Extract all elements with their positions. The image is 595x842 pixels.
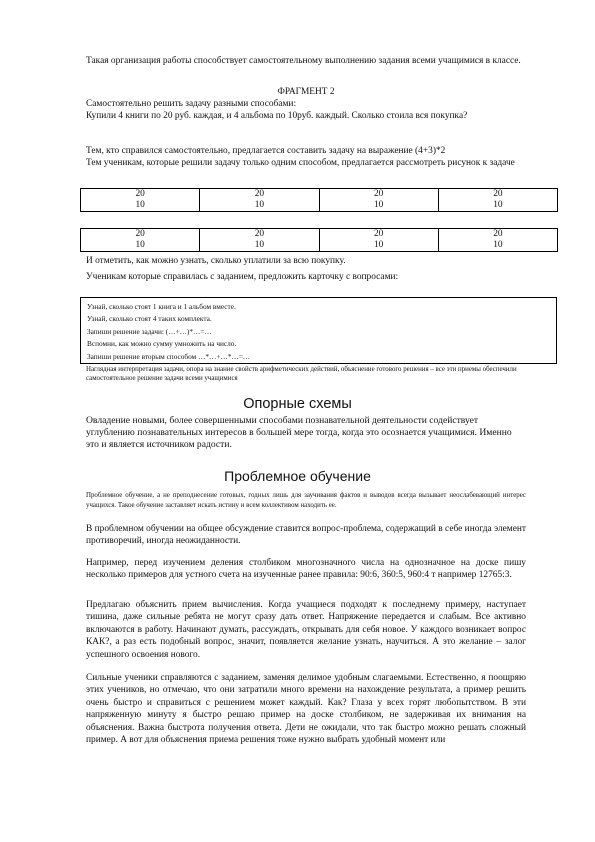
table-cell: 20 10 bbox=[200, 189, 319, 212]
paragraph-4: Сильные ученики справляются с заданием, заменяя делимое удобным слагаемыми. Естественно, я поощряю этих учеников, но отмечаю, что они затратили много времени на нахождение результата, а пример решить очень быстро и справиться с решением может каждый. Как? Глаза у всех горят любопытством. В эти напряженную минуту я быстро решаю пример на доске столбиком, не задерживая их внимания на объяснения. Важна быстрота получения ответа. Дети не ожидали, что так быстро можно решать сложный пример. А вот для объяснения приема решения тоже нужно выбрать удобный момент или bbox=[86, 673, 526, 746]
card-line: Запиши решение вторым способом …*…+…*…=… bbox=[87, 351, 251, 361]
card-intro: Ученикам которые справилась с заданием, предложить карточку с вопросами: bbox=[86, 272, 399, 282]
paragraph-2: Например, перед изучением деления столбиком многозначного числа на однозначное на доске пишу несколько примеров для устного счета на изученные ранее правила: 90:6, 360:5, 960:4 т например 12765:3. bbox=[86, 558, 526, 581]
heading-support-schemes: Опорные схемы bbox=[243, 396, 352, 412]
task-instruction: Самостоятельно решить задачу разными способами: bbox=[86, 99, 297, 109]
card-line: Узнай, сколько стоят 4 таких комплекта. bbox=[87, 314, 212, 324]
task-text: Купили 4 книги по 20 руб. каждая, и 4 альбома по 10руб. каждый. Сколько стоила вся покупка? bbox=[86, 111, 468, 121]
picture-table-2 bbox=[80, 228, 558, 252]
table-cell: 20 10 bbox=[319, 229, 438, 252]
paragraph-1: В проблемном обучении на общее обсуждение ставится вопрос-проблема, содержащий в себе иногда элемент противоречий, иногда неожиданности. bbox=[86, 524, 526, 547]
expression-task: Тем, кто справился самостоятельно, предлагается составить задачу на выражение (4+3)*2 bbox=[86, 146, 446, 156]
card-line: Вспомни, как можно сумму умножить на число. bbox=[87, 339, 237, 349]
card-line: Узнай, сколько стоят 1 книга и 1 альбом вместе. bbox=[87, 302, 236, 311]
fragment-title: ФРАГМЕНТ 2 bbox=[277, 87, 335, 97]
table-cell: 20 10 bbox=[81, 229, 200, 252]
paragraph-3: Предлагаю объяснить прием вычисления. Когда учащиеся подходят к последнему примеру, наступает тишина, даже сильные ребята не могут сразу дать ответ. Напряжение передается и слабым. Все активно включаются в работу. Начинают думать, рассуждать, открывать для себя новое. У каждого возникает вопрос КАК?, а раз есть подобный вопрос, значит, появляется желание узнать, научиться. А это желание – залог успешного освоения нового. bbox=[86, 600, 526, 660]
table-cell: 20 10 bbox=[319, 189, 438, 212]
picture-task: Тем ученикам, которые решили задачу только одним способом, предлагается рассмотреть рисунок к задаче bbox=[86, 158, 515, 168]
summary-note: Наглядная интерпретация задачи, опора на знание свойств арифметических действий, объяснение готового решения – все эти приемы обеспечили самостоятельное решение задачи всеми учащимися bbox=[86, 366, 517, 382]
question-card bbox=[80, 297, 557, 364]
table-cell: 20 10 bbox=[438, 229, 557, 252]
table-row bbox=[81, 189, 558, 212]
table-cell: 20 10 bbox=[81, 189, 200, 212]
heading-problem-learning: Проблемное обучение bbox=[224, 468, 371, 484]
card-line: Запиши решение задачи: (…+…)*…=… bbox=[87, 326, 212, 336]
intro-text: Такая организация работы способствует самостоятельному выполнению задания всеми учащимися в классе. bbox=[86, 56, 521, 66]
table-cell: 20 10 bbox=[200, 229, 319, 252]
picture-table-1 bbox=[80, 188, 558, 212]
problem-intro: Проблемное обучение, а не преподнесение готовых, годных лишь для заучивания фактов и выводов всегда вызывает неослабевающий интерес учащихся. Такое обучение заставляет искать истину и всем коллективом находить ее. bbox=[86, 492, 526, 509]
purchase-question: И отметить, как можно узнать, сколько уплатили за всю покупку. bbox=[86, 256, 346, 266]
table-row bbox=[81, 229, 558, 252]
table-cell: 20 10 bbox=[438, 189, 557, 212]
support-paragraph: Овладение новыми, более совершенными способами познавательной деятельности содействует углублению познавательных интересов в большей мере тогда, когда это осознается учащимися. Именно это и является источником радости. bbox=[86, 415, 512, 451]
